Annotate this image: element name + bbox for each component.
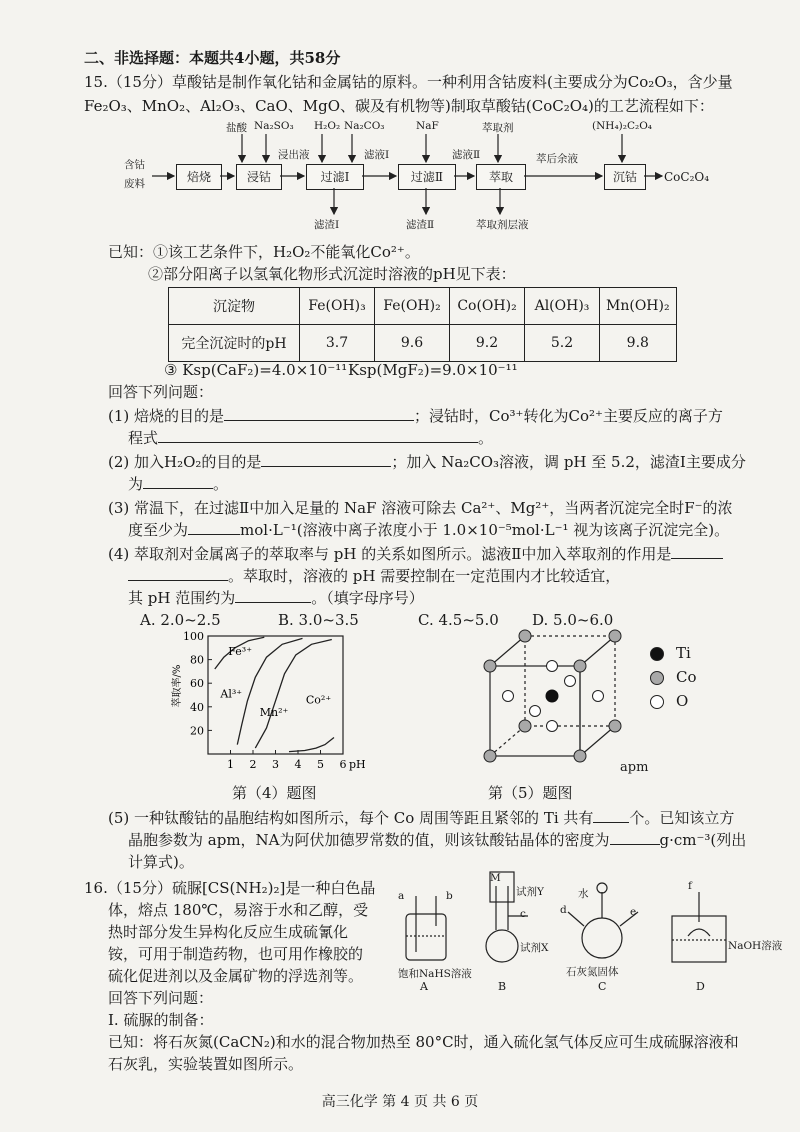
x-tick-label: 4 <box>294 758 302 771</box>
answer-blank[interactable] <box>610 830 660 845</box>
answer-blank[interactable] <box>188 520 240 535</box>
reagent-h2o2: H₂O₂ <box>314 120 341 132</box>
flow-label-leachate: 浸出液 <box>278 149 310 161</box>
ph-table-row <box>169 325 677 362</box>
b-m: M <box>490 872 501 884</box>
flow-box-leach: 浸钴 <box>236 164 282 190</box>
answer-blank[interactable] <box>671 544 723 559</box>
b-reagent-y: 试剂Y <box>516 886 544 898</box>
y-tick-label: 80 <box>190 653 204 667</box>
x-tick-label: 5 <box>317 758 324 771</box>
flow-residue2: 滤渣Ⅱ <box>406 219 435 231</box>
answer-blank[interactable] <box>235 588 311 603</box>
ph-table-cell: Co(OH)₂ <box>450 288 525 325</box>
flow-box-filter2: 过滤Ⅱ <box>398 164 456 190</box>
part2-line1: (2) 加入H₂O₂的目的是 ；加入 Na₂CO₃溶液，调 pH 至 5.2，滤渣Ⅰ主要成分 <box>108 453 746 471</box>
part4-line2: 。萃取时，溶液的 pH 需要控制在一定范围内才比较适宜， <box>128 566 620 586</box>
option-c[interactable]: C. 4.5~5.0 <box>418 611 499 629</box>
extraction-chart <box>168 630 366 780</box>
flow-box-filter1: 过滤Ⅰ <box>306 164 364 190</box>
flow-organic: 萃取剂层液 <box>476 219 529 231</box>
part3-line2: 度至少为 mol·L⁻¹(溶液中离子浓度小于 1.0×10⁻⁵mol·L⁻¹ 视为该离子沉淀完全)。 <box>128 521 730 539</box>
part5-line1: (5) 一种钛酸钴的晶胞结构如图所示，每个 Co 周围等距且紧邻的 Ti 共有 个。已知该立方 <box>108 809 735 827</box>
fig4-caption: 第（4）题图 <box>232 784 317 802</box>
port-a: a <box>398 890 405 902</box>
answer-blank[interactable] <box>261 452 391 467</box>
q16-line4: 铵，可用于制造药物，也可用作橡胶的 <box>108 945 364 963</box>
q16-number: 16. <box>84 879 108 897</box>
c-solid: 石灰氮固体 <box>566 966 619 978</box>
flow-product: CoC₂O₄ <box>664 170 710 184</box>
part4-line3: 其 pH 范围约为 。（填字母序号） <box>128 589 424 607</box>
reagent-na2co3: Na₂CO₃ <box>344 120 385 132</box>
crystal-param: apm <box>620 760 649 775</box>
series-line <box>289 738 334 752</box>
q16-line8: 已知：将石灰氮(CaCN₂)和水的混合物加热至 80°C时，通入硫化氢气体反应可生成硫脲溶液和 <box>108 1033 739 1051</box>
port-f: f <box>688 880 692 892</box>
part1-line2: 程式 。 <box>128 429 494 447</box>
part4-line1: (4) 萃取剂对金属离子的萃取率与 pH 的关系如图所示。滤液Ⅱ中加入萃取剂的作用是 <box>108 544 723 564</box>
q16-line7: Ⅰ. 硫脲的制备： <box>108 1011 214 1029</box>
answer-blank[interactable] <box>158 428 478 443</box>
q15-stem-line1: 15.（15分）草酸钴是制作氧化钴和金属钴的原料。一种利用含钴废料(主要成分为Co₂O₃，含少量 <box>84 73 733 91</box>
known-2: ②部分阳离子以氢氧化物形式沉淀时溶液的pH见下表： <box>148 265 516 283</box>
x-tick-label: 6 <box>339 758 347 771</box>
reagent-hcl: 盐酸 <box>226 122 247 134</box>
q16-line5: 硫化促进剂以及金属矿物的浮选剂等。 <box>108 967 364 985</box>
q16-line6: 回答下列问题： <box>108 989 214 1007</box>
answer-blank[interactable] <box>143 474 213 489</box>
known-3b: Ksp(MgF₂)=9.0×10⁻¹¹ <box>348 361 518 379</box>
a-text: 饱和NaHS溶液 <box>398 968 472 980</box>
label-b: B <box>498 980 507 993</box>
c-water: 水 <box>578 888 589 900</box>
fig5-caption: 第（5）题图 <box>488 784 573 802</box>
y-tick-label: 100 <box>183 630 204 643</box>
q15-number: 15. <box>84 73 108 91</box>
label-d: D <box>696 980 705 993</box>
answer-blank[interactable] <box>593 808 629 823</box>
crystal-legend <box>650 644 730 716</box>
answer-blank[interactable] <box>128 566 228 581</box>
flow-label-raffinate: 萃后余液 <box>536 153 578 165</box>
b-reagent-x: 试剂X <box>520 942 549 954</box>
series-label: Al³⁺ <box>220 687 243 701</box>
part3-line1: (3) 常温下，在过滤Ⅱ中加入足量的 NaF 溶液可除去 Ca²⁺、Mg²⁺，当两者沉淀完全时F⁻的浓 <box>108 499 733 517</box>
ph-table-header <box>169 288 677 325</box>
x-axis-label: pH <box>349 758 366 771</box>
part2-line2: 为 。 <box>128 475 229 493</box>
ph-table-cell: Fe(OH)₂ <box>375 288 450 325</box>
series-label: Fe³⁺ <box>228 644 253 658</box>
ph-table-cell: 9.8 <box>600 325 677 362</box>
flow-residue1: 滤渣Ⅰ <box>314 219 340 231</box>
option-b[interactable]: B. 3.0~3.5 <box>278 611 359 629</box>
y-axis-label: 萃取率/% <box>172 664 183 708</box>
flow-label-filtrate1: 滤液Ⅰ <box>364 149 390 161</box>
d-text: NaOH溶液 <box>728 940 783 952</box>
ph-table-cell: Al(OH)₃ <box>525 288 600 325</box>
legend-o: O <box>676 692 689 710</box>
port-c: c <box>520 908 526 920</box>
y-tick-label: 20 <box>190 724 204 738</box>
x-tick-label: 1 <box>227 758 234 771</box>
flow-label-filtrate2: 滤液Ⅱ <box>452 149 481 161</box>
legend-dot-co <box>650 671 664 685</box>
y-tick-label: 60 <box>190 677 204 691</box>
x-tick-label: 2 <box>249 758 257 771</box>
reagent-naf: NaF <box>416 120 439 132</box>
y-tick-label: 40 <box>190 700 204 714</box>
ph-table-cell: 完全沉淀时的pH <box>169 325 300 362</box>
port-b: b <box>446 890 453 902</box>
option-d[interactable]: D. 5.0~6.0 <box>532 611 614 629</box>
legend-ti: Ti <box>676 644 691 662</box>
part1-line1: (1) 焙烧的目的是 ；浸钴时，Co³⁺转化为Co²⁺主要反应的离子方 <box>108 407 723 425</box>
option-a[interactable]: A. 2.0~2.5 <box>140 611 221 629</box>
q16-line1: 16.（15分）硫脲[CS(NH₂)₂]是一种白色晶 <box>84 879 376 897</box>
section-header: 二、非选择题：本题共4小题，共58分 <box>84 49 341 67</box>
known-1: 已知：①该工艺条件下，H₂O₂不能氧化Co²⁺。 <box>108 243 420 261</box>
flow-box-precip: 沉钴 <box>604 164 646 190</box>
legend-dot-ti <box>650 647 664 661</box>
flow-start-1: 含钴 <box>124 159 145 171</box>
label-a: A <box>420 980 428 993</box>
legend-co: Co <box>676 668 697 686</box>
ph-table-cell: 3.7 <box>300 325 375 362</box>
ph-table-cell: Fe(OH)₃ <box>300 288 375 325</box>
flow-arrows <box>0 0 800 240</box>
flow-start-2: 废料 <box>124 178 145 190</box>
ph-table-cell: 9.2 <box>450 325 525 362</box>
series-label: Co²⁺ <box>305 693 332 707</box>
reagent-oxalate: (NH₄)₂C₂O₄ <box>592 120 653 132</box>
answer-prompt: 回答下列问题： <box>108 383 214 401</box>
q16-line9: 石灰乳，实验装置如图所示。 <box>108 1055 304 1073</box>
ph-table-cell: 沉淀物 <box>169 288 300 325</box>
part5-line3: 计算式)。 <box>128 853 194 871</box>
ph-table-cell: 5.2 <box>525 325 600 362</box>
part5-line2: 晶胞参数为 apm，NA为阿伏加德罗常数的值，则该钛酸钴晶体的密度为 g·cm⁻³(列出 <box>128 831 747 849</box>
flow-box-roast: 焙烧 <box>176 164 222 190</box>
reagent-na2so3: Na₂SO₃ <box>254 120 294 132</box>
known-3a: ③ Ksp(CaF₂)=4.0×10⁻¹¹ <box>164 361 348 379</box>
flow-box-extract: 萃取 <box>476 164 526 190</box>
page-footer: 高三化学 第 4 页 共 6 页 <box>321 1094 479 1110</box>
ph-table <box>168 287 677 362</box>
ph-table-cell: 9.6 <box>375 325 450 362</box>
x-tick-label: 3 <box>272 758 279 771</box>
legend-dot-o <box>650 695 664 709</box>
ph-table-cell: Mn(OH)₂ <box>600 288 677 325</box>
label-c: C <box>598 980 607 993</box>
q15-stem-line2: Fe₂O₃、MnO₂、Al₂O₃、CaO、MgO、碳及有机物等)制取草酸钴(CoC₂O₄)的工艺流程如下： <box>84 97 714 115</box>
port-d: d <box>560 904 567 916</box>
series-label: Mn²⁺ <box>259 706 289 720</box>
reagent-extractant: 萃取剂 <box>482 122 514 134</box>
port-e: e <box>630 906 637 918</box>
answer-blank[interactable] <box>224 406 414 421</box>
q16-line3: 热时部分发生异构化反应生成硫氰化 <box>108 923 349 941</box>
q16-line2: 体，熔点 180℃，易溶于水和乙醇，受 <box>108 901 369 919</box>
